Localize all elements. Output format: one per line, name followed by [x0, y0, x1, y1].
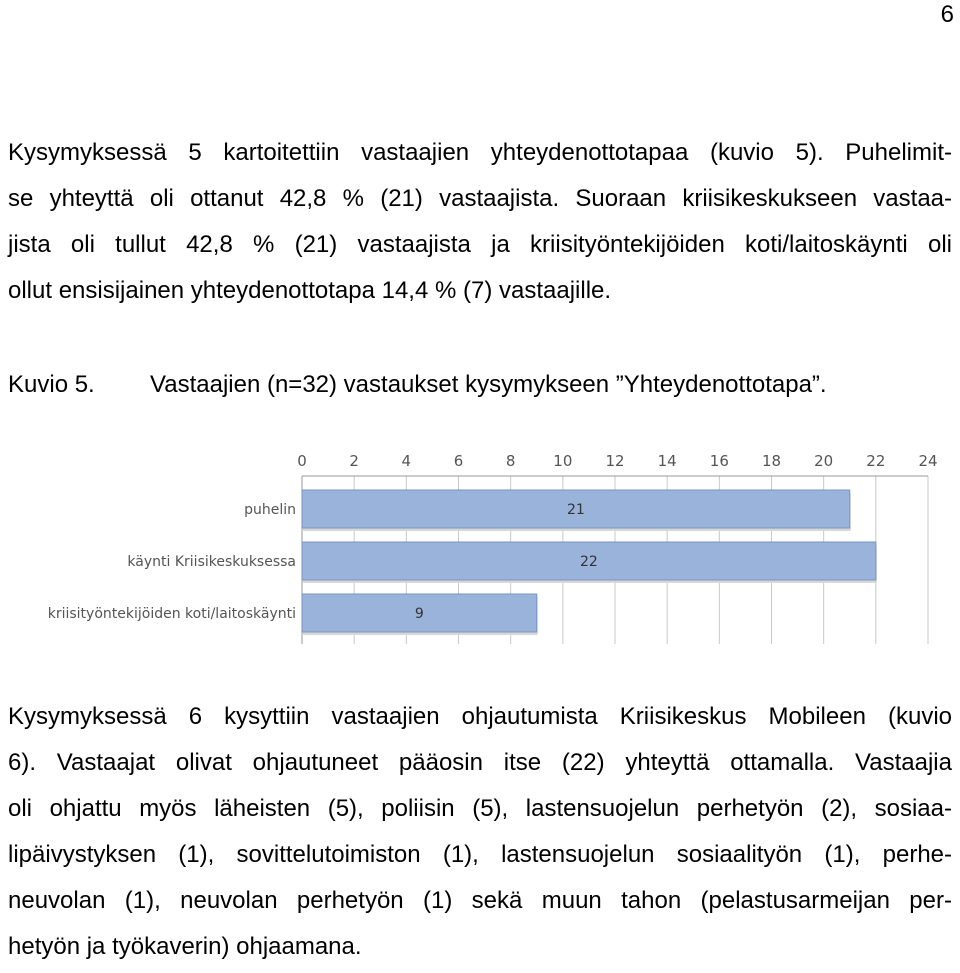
x-tick-label: 20: [814, 452, 834, 470]
paragraph-line: hetyön ja työkaverin) ohjaamana.: [8, 933, 362, 960]
paragraph-line: se yhteyttä oli ottanut 42,8 % (21) vastaajista. Suoraan kriisikeskukseen vastaa-: [8, 185, 952, 212]
category-label: puhelin: [244, 502, 296, 518]
data-label: 21: [566, 502, 585, 518]
paragraph-line: jista oli tullut 42,8 % (21) vastaajista ja kriisityöntekijöiden koti/laitoskäynti oli: [8, 231, 952, 258]
data-label: 22: [580, 554, 598, 570]
paragraph-line: ollut ensisijainen yhteydenottotapa 14,4 % (7) vastaajille.: [8, 277, 612, 304]
x-tick-label: 2: [349, 452, 359, 470]
x-tick-label: 4: [401, 452, 412, 470]
paragraph-line: oli ohjattu myös läheisten (5), poliisin (5), lastensuojelun perhetyön (2), sosiaa-: [8, 795, 952, 822]
paragraph-contact-method: [8, 130, 952, 314]
x-tick-label: 22: [866, 452, 886, 470]
x-tick-label: 16: [709, 452, 729, 470]
x-tick-label: 12: [605, 452, 625, 470]
category-label: kriisityöntekijöiden koti/laitoskäynti: [47, 606, 296, 622]
paragraph-line: lipäivystyksen (1), sovittelutoimiston (1), lastensuojelun sosiaalityön (1), perhe-: [8, 841, 952, 868]
paragraph-line: Kysymyksessä 5 kartoitettiin vastaajien yhteydenottotapaa (kuvio 5). Puhelimit-: [8, 139, 952, 166]
paragraph-line: Kysymyksessä 6 kysyttiin vastaajien ohjautumista Kriisikeskus Mobileen (kuvio: [8, 703, 952, 730]
x-tick-label: 10: [553, 452, 573, 470]
paragraph-line: neuvolan (1), neuvolan perhetyön (1) sekä muun tahon (pelastusarmeijan per-: [8, 887, 952, 914]
figure-caption-label: Kuvio 5.: [8, 371, 95, 398]
x-tick-label: 14: [657, 452, 677, 470]
data-label: 9: [414, 606, 424, 622]
x-tick-label: 24: [918, 452, 938, 470]
bar-chart: [30, 444, 940, 654]
category-label: käynti Kriisikeskuksessa: [127, 554, 296, 570]
x-tick-label: 6: [453, 452, 464, 470]
paragraph-referral: [8, 694, 952, 970]
paragraph-line: 6). Vastaajat olivat ohjautuneet pääosin itse (22) yhteyttä ottamalla. Vastaajia: [8, 749, 952, 776]
x-tick-label: 8: [505, 452, 516, 470]
figure-caption-text: Vastaajien (n=32) vastaukset kysymykseen ”Yhteydenottotapa”.: [150, 371, 827, 398]
x-tick-label: 18: [761, 452, 782, 470]
x-tick-label: 0: [297, 452, 307, 470]
page-number: 6: [940, 1, 954, 28]
